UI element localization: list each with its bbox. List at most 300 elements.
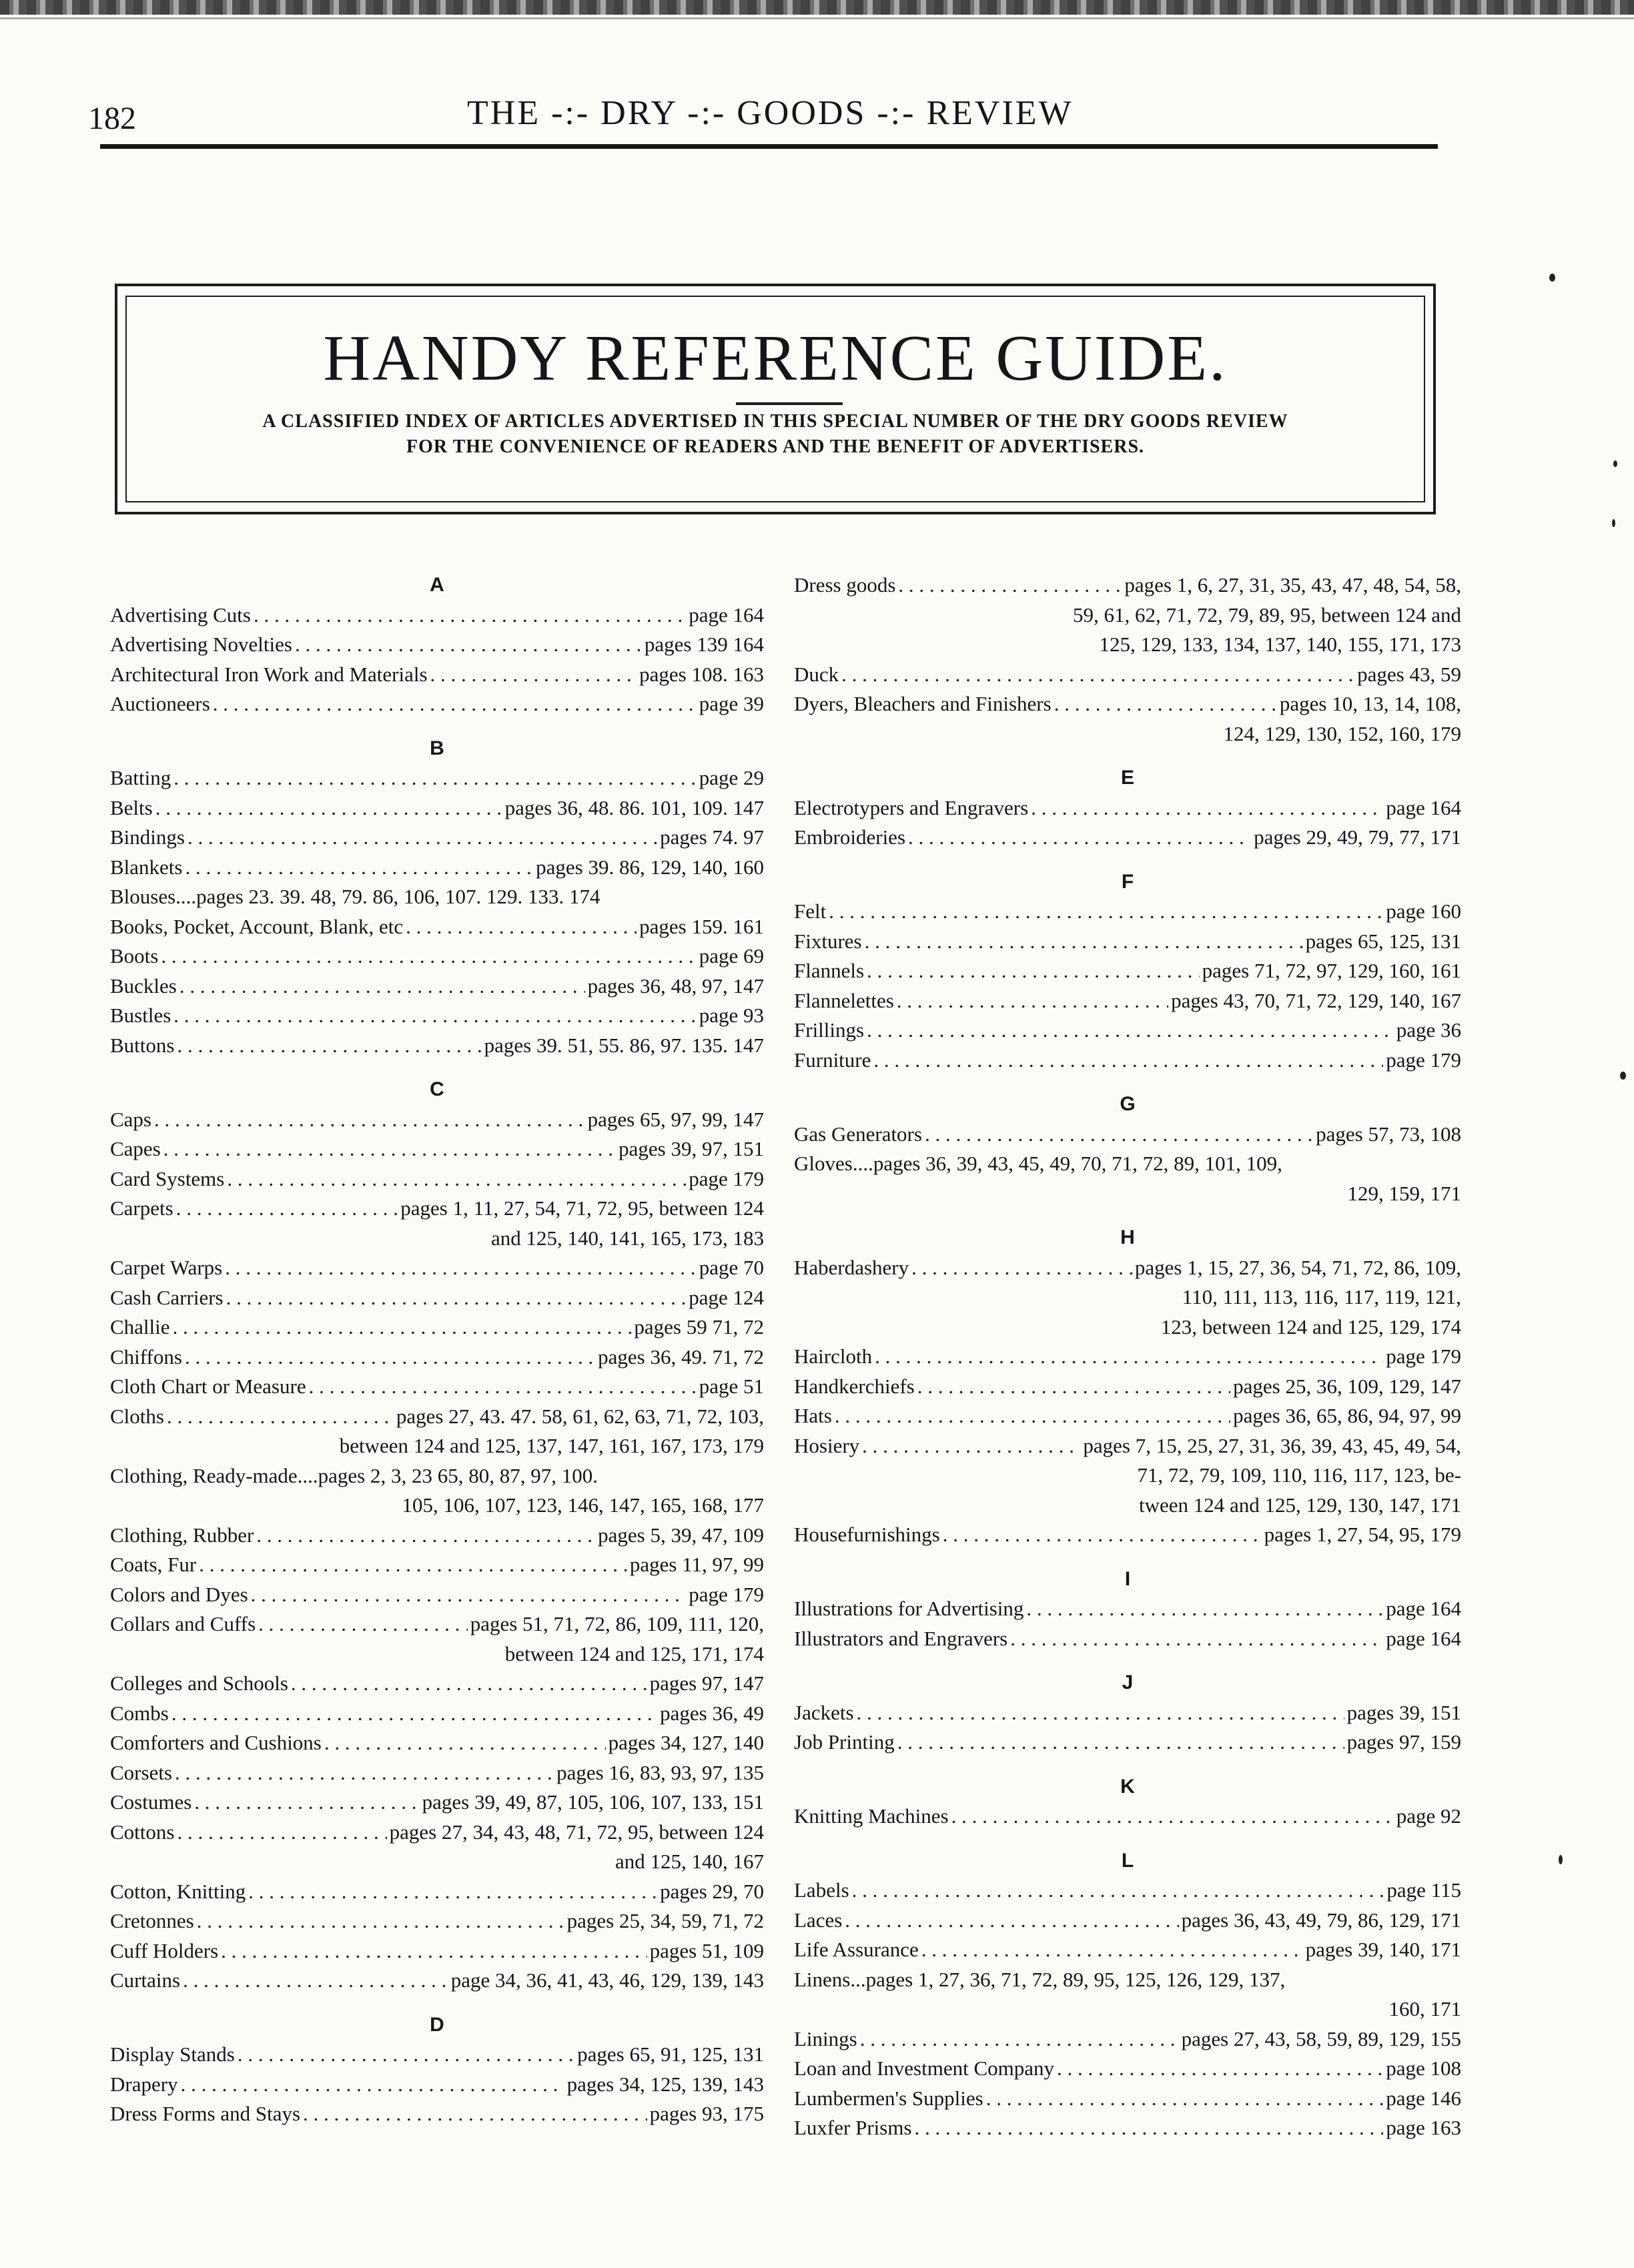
entry-name: Embroideries bbox=[794, 825, 906, 849]
section-gap bbox=[794, 1075, 1461, 1090]
entry-page-ref: page 36 bbox=[1396, 1018, 1461, 1042]
entry-page-ref: page 163 bbox=[1386, 2116, 1461, 2139]
index-entry bbox=[794, 1624, 1461, 1654]
entry-name: Card Systems bbox=[110, 1166, 225, 1190]
entry-page-ref: pages 1, 6, 27, 31, 35, 43, 47, 48, 54, 58, bbox=[1124, 573, 1461, 597]
entry-name: Cretonnes bbox=[110, 1909, 194, 1932]
header-rule bbox=[100, 144, 1438, 149]
entry-page-ref: pages 34, 127, 140 bbox=[608, 1731, 764, 1754]
index-entry-line bbox=[110, 1818, 764, 1848]
index-entry-line bbox=[794, 956, 1461, 986]
dot-leader bbox=[155, 793, 502, 823]
entry-page-ref: page 164 bbox=[1386, 1626, 1461, 1650]
entry-name: Dress Forms and Stays bbox=[110, 2102, 301, 2125]
index-entry bbox=[110, 1343, 764, 1373]
section-letter-d: D bbox=[430, 2013, 444, 2036]
index-entry bbox=[794, 660, 1461, 690]
entry-page-ref: pages 1, 11, 27, 54, 71, 72, 95, between 124 bbox=[400, 1196, 764, 1220]
dot-leader bbox=[915, 2113, 1384, 2143]
entry-page-ref: page 108 bbox=[1386, 2056, 1461, 2080]
dot-leader bbox=[181, 2070, 564, 2100]
scan-edge-artifact bbox=[0, 0, 1634, 15]
entry-name: Bindings bbox=[110, 825, 185, 849]
section-letter-e: E bbox=[1120, 767, 1134, 789]
entry-name: Corsets bbox=[110, 1760, 172, 1784]
entry-continuation: 124, 129, 130, 152, 160, 179 bbox=[1223, 721, 1461, 745]
dot-leader bbox=[862, 1431, 1080, 1461]
entry-page-ref: pages 27, 43. 47. 58, 61, 62, 63, 71, 72, 103, bbox=[396, 1404, 764, 1428]
index-entry-line bbox=[110, 1461, 764, 1491]
section-gap bbox=[110, 1996, 764, 2010]
index-entry bbox=[110, 1461, 764, 1521]
entry-page-ref: pages 36, 48. 86. 101, 109. 147 bbox=[504, 795, 764, 819]
index-entry bbox=[110, 1699, 764, 1729]
entry-page-ref: pages 39, 97, 151 bbox=[619, 1137, 764, 1160]
section-gap bbox=[794, 1832, 1461, 1846]
index-entry bbox=[794, 2113, 1461, 2143]
entry-page-ref: pages 57, 73, 108 bbox=[1316, 1122, 1461, 1146]
index-entry bbox=[794, 1698, 1461, 1728]
entry-page-ref: pages 108. 163 bbox=[639, 662, 764, 686]
dot-leader bbox=[213, 689, 697, 719]
entry-page-ref: page 115 bbox=[1386, 1878, 1461, 1902]
dot-leader bbox=[161, 941, 696, 972]
entry-name: Illustrators and Engravers bbox=[794, 1626, 1008, 1650]
dot-leader bbox=[406, 912, 637, 942]
entry-continuation: 105, 106, 107, 123, 146, 147, 165, 168, 177 bbox=[402, 1493, 764, 1517]
index-entry bbox=[110, 2040, 764, 2070]
index-entry-line bbox=[794, 2084, 1461, 2114]
index-entry bbox=[110, 689, 764, 719]
entry-continuation: 125, 129, 133, 134, 137, 140, 155, 171, 173 bbox=[1099, 633, 1461, 656]
entry-page-ref: pages 71, 72, 97, 129, 160, 161 bbox=[1202, 959, 1461, 982]
entry-page-ref: pages 36, 48, 97, 147 bbox=[587, 974, 764, 998]
index-entry-line bbox=[794, 1520, 1461, 1550]
entry-name: Bustles bbox=[110, 1004, 171, 1027]
index-entry-line bbox=[794, 823, 1461, 853]
entry-name: Belts bbox=[110, 795, 153, 819]
guide-subtitle bbox=[115, 409, 1436, 460]
entry-name: Cuff Holders bbox=[110, 1938, 219, 1962]
entry-name: Linens...pages 1, 27, 36, 71, 72, 89, 95, 125, 126, 129, 137, bbox=[794, 1967, 1286, 1991]
index-entry-line bbox=[110, 1758, 764, 1788]
section-letter-h: H bbox=[1120, 1226, 1135, 1248]
dot-leader bbox=[867, 1016, 1394, 1046]
dot-leader bbox=[291, 1669, 647, 1699]
dot-leader bbox=[251, 1580, 687, 1610]
index-entry bbox=[794, 689, 1461, 749]
index-entry-line bbox=[110, 1001, 764, 1031]
section-gap bbox=[794, 1208, 1461, 1223]
dot-leader bbox=[179, 972, 585, 1002]
index-entry bbox=[110, 1936, 764, 1966]
index-entry bbox=[110, 1253, 764, 1283]
entry-page-ref: pages 25, 36, 109, 129, 147 bbox=[1233, 1374, 1461, 1398]
index-entry bbox=[794, 927, 1461, 957]
entry-name: Job Printing bbox=[794, 1730, 895, 1754]
index-entry-line bbox=[794, 2054, 1461, 2084]
entry-page-ref: pages 36, 49 bbox=[660, 1701, 764, 1725]
entry-continuation: 129, 159, 171 bbox=[1347, 1181, 1461, 1205]
index-entry-line bbox=[794, 1431, 1461, 1461]
dot-leader bbox=[183, 1966, 448, 1996]
index-entry-line bbox=[110, 1253, 764, 1283]
title-underline bbox=[736, 402, 843, 405]
dot-leader bbox=[908, 823, 1251, 853]
dot-leader bbox=[248, 1877, 657, 1907]
entry-name: Carpet Warps bbox=[110, 1256, 223, 1279]
dot-leader bbox=[199, 1550, 627, 1580]
entry-page-ref: pages 65, 97, 99, 147 bbox=[587, 1107, 764, 1131]
index-entry-line bbox=[110, 1164, 764, 1194]
index-entry bbox=[110, 1818, 764, 1877]
entry-page-ref: page 34, 36, 41, 43, 46, 129, 139, 143 bbox=[450, 1968, 764, 1992]
scan-speck bbox=[1612, 519, 1615, 527]
entry-name: Comforters and Cushions bbox=[110, 1731, 322, 1754]
entry-name: Labels bbox=[794, 1878, 849, 1902]
dot-leader bbox=[171, 1699, 657, 1729]
index-entry-line bbox=[110, 882, 764, 912]
index-entry bbox=[110, 882, 764, 912]
dot-leader bbox=[986, 2084, 1384, 2114]
entry-page-ref: pages 139 164 bbox=[644, 633, 764, 656]
dot-leader bbox=[303, 2099, 647, 2129]
entry-name: Duck bbox=[794, 662, 839, 686]
section-gap bbox=[794, 1653, 1461, 1668]
index-entry-line bbox=[794, 1401, 1461, 1431]
dot-leader bbox=[852, 1876, 1384, 1906]
entry-name: Hats bbox=[794, 1404, 832, 1427]
index-entry-line bbox=[110, 1343, 764, 1373]
index-entry bbox=[110, 853, 764, 883]
section-gap bbox=[794, 853, 1461, 867]
index-entry bbox=[794, 1372, 1461, 1402]
index-entry bbox=[794, 956, 1461, 986]
section-gap bbox=[794, 1550, 1461, 1565]
index-entry bbox=[794, 1046, 1461, 1076]
scan-speck bbox=[1613, 460, 1617, 467]
entry-name: Gloves....pages 36, 39, 43, 45, 49, 70, 71, 72, 89, 101, 109, bbox=[794, 1152, 1282, 1175]
entry-page-ref: page 124 bbox=[689, 1285, 764, 1309]
index-entry-line bbox=[110, 1550, 764, 1580]
entry-name: Furniture bbox=[794, 1048, 871, 1072]
entry-page-ref: pages 5, 39, 47, 109 bbox=[598, 1523, 764, 1547]
dot-leader bbox=[221, 1936, 647, 1966]
entry-name: Fixtures bbox=[794, 929, 862, 953]
entry-name: Dress goods bbox=[794, 573, 896, 597]
entry-page-ref: pages 39, 140, 171 bbox=[1305, 1938, 1461, 1961]
index-entry-line bbox=[110, 1728, 764, 1758]
entry-name: Advertising Novelties bbox=[110, 633, 292, 656]
dot-leader bbox=[163, 1134, 616, 1164]
entry-page-ref: pages 34, 125, 139, 143 bbox=[566, 2072, 764, 2096]
entry-name: Auctioneers bbox=[110, 692, 210, 715]
index-entry bbox=[794, 1253, 1461, 1343]
index-entry bbox=[110, 1550, 764, 1580]
index-entry-line bbox=[110, 1105, 764, 1135]
dot-leader bbox=[154, 1105, 585, 1135]
dot-leader bbox=[835, 1401, 1230, 1431]
entry-name: Cash Carriers bbox=[110, 1285, 224, 1309]
entry-name: Felt bbox=[794, 899, 827, 923]
entry-page-ref: pages 39, 49, 87, 105, 106, 107, 133, 151 bbox=[422, 1790, 764, 1814]
index-entry bbox=[110, 601, 764, 631]
index-entry bbox=[110, 1966, 764, 1996]
entry-page-ref: pages 39. 51, 55. 86, 97. 135. 147 bbox=[484, 1033, 764, 1057]
index-entry bbox=[110, 2099, 764, 2129]
index-entry bbox=[794, 2054, 1461, 2084]
running-title: THE -:- DRY -:- GOODS -:- REVIEW bbox=[467, 94, 1074, 132]
entry-name: Drapery bbox=[110, 2072, 178, 2096]
dot-leader bbox=[187, 823, 657, 853]
index-entry-line bbox=[794, 1149, 1461, 1179]
entry-name: Flannels bbox=[794, 959, 865, 982]
index-entry-line bbox=[794, 2024, 1461, 2054]
index-entry-line bbox=[110, 689, 764, 719]
entry-page-ref: pages 39. 86, 129, 140, 160 bbox=[536, 855, 764, 879]
index-entry bbox=[794, 1120, 1461, 1150]
dot-leader bbox=[917, 1372, 1230, 1402]
index-entry bbox=[794, 1728, 1461, 1758]
dot-leader bbox=[258, 1609, 468, 1639]
entry-name: Batting bbox=[110, 766, 171, 789]
page-number: 182 bbox=[88, 101, 136, 136]
index-entry bbox=[110, 2070, 764, 2100]
index-entry-line bbox=[110, 1877, 764, 1907]
entry-name: Colors and Dyes bbox=[110, 1582, 248, 1606]
entry-name: Frillings bbox=[794, 1018, 865, 1042]
entry-continuation: between 124 and 125, 171, 174 bbox=[504, 1641, 764, 1665]
entry-page-ref: page 146 bbox=[1386, 2086, 1461, 2110]
index-entry-line bbox=[794, 689, 1461, 719]
entry-page-ref: page 93 bbox=[699, 1004, 764, 1027]
entry-page-ref: pages 36, 43, 49, 79, 86, 129, 171 bbox=[1181, 1908, 1461, 1932]
entry-page-ref: pages 27, 34, 43, 48, 71, 72, 95, between 124 bbox=[389, 1820, 764, 1844]
index-entry-line bbox=[110, 1580, 764, 1610]
index-entry-line bbox=[794, 793, 1461, 823]
index-entry-line bbox=[110, 1609, 764, 1639]
entry-name: Blouses....pages 23. 39. 48, 79. 86, 106, 107. 129. 133. 174 bbox=[110, 885, 600, 908]
entry-name: Buttons bbox=[110, 1033, 175, 1057]
index-entry-line bbox=[794, 660, 1461, 690]
dot-leader bbox=[921, 1935, 1303, 1965]
entry-page-ref: page 29 bbox=[699, 766, 764, 789]
section-letter-c: C bbox=[430, 1078, 444, 1100]
index-entry bbox=[110, 1906, 764, 1936]
index-entry bbox=[794, 571, 1461, 660]
index-entry-line bbox=[794, 1016, 1461, 1046]
index-entry bbox=[794, 1401, 1461, 1431]
entry-continuation: 160, 171 bbox=[1388, 1997, 1461, 2020]
index-entry-line bbox=[794, 1935, 1461, 1965]
entry-page-ref: pages 36, 49. 71, 72 bbox=[598, 1345, 764, 1369]
index-entry bbox=[794, 1016, 1461, 1046]
dot-leader bbox=[860, 2024, 1179, 2054]
entry-name: Cloth Chart or Measure bbox=[110, 1375, 306, 1398]
entry-name: Chiffons bbox=[110, 1345, 182, 1369]
index-entry bbox=[794, 897, 1461, 927]
entry-page-ref: pages 36, 65, 86, 94, 97, 99 bbox=[1233, 1404, 1461, 1427]
entry-page-ref: pages 97, 159 bbox=[1346, 1730, 1461, 1754]
dot-leader bbox=[177, 1818, 386, 1848]
index-entry bbox=[110, 1312, 764, 1343]
entry-continuation: and 125, 140, 141, 165, 173, 183 bbox=[490, 1226, 764, 1250]
index-entry-line bbox=[794, 1906, 1461, 1936]
entry-name: Cloths bbox=[110, 1404, 164, 1428]
entry-name: Cotton, Knitting bbox=[110, 1879, 246, 1903]
entry-page-ref: pages 51, 109 bbox=[649, 1938, 764, 1962]
index-entry bbox=[110, 1669, 764, 1699]
entry-page-ref: pages 65, 91, 125, 131 bbox=[577, 2042, 764, 2066]
section-gap bbox=[794, 1758, 1461, 1772]
entry-name: Flannelettes bbox=[794, 988, 894, 1012]
index-entry bbox=[794, 1876, 1461, 1906]
entry-name: Lumbermen's Supplies bbox=[794, 2086, 983, 2110]
entry-page-ref: page 164 bbox=[689, 603, 764, 627]
dot-leader bbox=[430, 660, 637, 690]
entry-name: Illustrations for Advertising bbox=[794, 1597, 1024, 1620]
section-letter-l: L bbox=[1121, 1849, 1134, 1872]
dot-leader bbox=[238, 2040, 574, 2070]
index-entry-line bbox=[110, 1936, 764, 1966]
index-entry bbox=[110, 972, 764, 1002]
entry-page-ref: pages 43, 70, 71, 72, 129, 140, 167 bbox=[1171, 988, 1461, 1012]
index-entry-line bbox=[110, 1372, 764, 1402]
index-entry-line bbox=[110, 1699, 764, 1729]
index-entry bbox=[110, 1402, 764, 1461]
entry-name: Cottons bbox=[110, 1820, 175, 1844]
index-entry bbox=[110, 1105, 764, 1135]
entry-page-ref: pages 159. 161 bbox=[639, 914, 764, 938]
dot-leader bbox=[197, 1906, 564, 1936]
entry-page-ref: page 179 bbox=[689, 1166, 764, 1190]
dot-leader bbox=[1026, 1594, 1383, 1624]
section-gap bbox=[110, 719, 764, 734]
index-entry bbox=[110, 1877, 764, 1907]
entry-page-ref: page 179 bbox=[1386, 1345, 1461, 1368]
dot-leader bbox=[175, 1758, 554, 1788]
entry-name: Luxfer Prisms bbox=[794, 2116, 912, 2139]
entry-page-ref: page 160 bbox=[1386, 899, 1461, 923]
scan-speck bbox=[1549, 274, 1555, 282]
section-letter-j: J bbox=[1122, 1671, 1134, 1693]
index-entry bbox=[110, 1609, 764, 1669]
index-entry bbox=[110, 630, 764, 660]
entry-page-ref: page 179 bbox=[689, 1582, 764, 1606]
index-entry-line bbox=[794, 897, 1461, 927]
index-entry bbox=[110, 793, 764, 823]
dot-leader bbox=[227, 1164, 686, 1194]
section-gap bbox=[110, 1060, 764, 1075]
dot-leader bbox=[225, 1253, 696, 1283]
dot-leader bbox=[829, 897, 1383, 927]
index-entry-line bbox=[110, 823, 764, 853]
entry-page-ref: page 70 bbox=[699, 1256, 764, 1279]
index-entry bbox=[110, 1194, 764, 1253]
index-entry bbox=[110, 1788, 764, 1818]
dot-leader bbox=[309, 1372, 697, 1402]
entry-page-ref: page 39 bbox=[699, 692, 764, 715]
dot-leader bbox=[1010, 1624, 1383, 1654]
entry-name: Capes bbox=[110, 1137, 161, 1160]
entry-name: Electrotypers and Engravers bbox=[794, 795, 1029, 819]
entry-page-ref: pages 97, 147 bbox=[649, 1671, 764, 1695]
index-entry bbox=[110, 823, 764, 853]
index-entry-line bbox=[794, 1876, 1461, 1906]
section-letter-f: F bbox=[1121, 870, 1134, 893]
dot-leader bbox=[254, 601, 686, 631]
entry-name: Blankets bbox=[110, 855, 183, 879]
index-entry-line bbox=[110, 1402, 764, 1432]
dot-leader bbox=[1031, 793, 1383, 823]
dot-leader bbox=[295, 630, 642, 660]
section-letter-b: B bbox=[430, 737, 444, 759]
section-gap bbox=[794, 749, 1461, 763]
entry-page-ref: page 92 bbox=[1396, 1804, 1461, 1828]
index-entry-line bbox=[794, 1728, 1461, 1758]
dot-leader bbox=[167, 1402, 394, 1432]
entry-name: Collars and Cuffs bbox=[110, 1612, 256, 1635]
section-letter-g: G bbox=[1120, 1093, 1136, 1115]
index-entry-line bbox=[794, 1594, 1461, 1624]
index-entry-line bbox=[110, 2099, 764, 2129]
entry-name: Clothing, Ready-made....pages 2, 3, 23 65, 80, 87, 97, 100. bbox=[110, 1463, 598, 1487]
entry-page-ref: pages 27, 43, 58, 59, 89, 129, 155 bbox=[1181, 2026, 1461, 2050]
entry-page-ref: page 69 bbox=[699, 944, 764, 968]
index-entry-line bbox=[110, 1134, 764, 1164]
index-entry bbox=[794, 1935, 1461, 1965]
dot-leader bbox=[943, 1520, 1262, 1550]
index-entry-line bbox=[110, 1312, 764, 1343]
section-letter-k: K bbox=[1120, 1775, 1135, 1798]
entry-page-ref: pages 11, 97, 99 bbox=[629, 1553, 764, 1576]
entry-page-ref: pages 29, 49, 79, 77, 171 bbox=[1254, 825, 1461, 849]
entry-name: Boots bbox=[110, 944, 159, 968]
index-entry-line bbox=[794, 1624, 1461, 1654]
entry-continuation: tween 124 and 125, 129, 130, 147, 171 bbox=[1138, 1493, 1461, 1517]
entry-name: Coats, Fur bbox=[110, 1553, 197, 1576]
entry-continuation: 123, between 124 and 125, 129, 174 bbox=[1160, 1314, 1461, 1339]
dot-leader bbox=[845, 1906, 1178, 1936]
index-entry bbox=[110, 1134, 764, 1164]
dot-leader bbox=[897, 986, 1168, 1016]
entry-continuation: and 125, 140, 167 bbox=[615, 1850, 764, 1873]
entry-page-ref: page 164 bbox=[1386, 1597, 1461, 1620]
entry-continuation: 59, 61, 62, 71, 72, 79, 89, 95, between 124 and bbox=[1072, 603, 1461, 627]
index-entry-line bbox=[110, 1906, 764, 1936]
subtitle-line-1: A CLASSIFIED INDEX OF ARTICLES ADVERTISED IN THIS SPECIAL NUMBER OF THE DRY GOODS REVIEW bbox=[262, 411, 1288, 432]
entry-name: Handkerchiefs bbox=[794, 1374, 915, 1398]
index-entry-line bbox=[110, 1031, 764, 1061]
index-entry bbox=[110, 1758, 764, 1788]
index-entry-line bbox=[110, 1966, 764, 1996]
dot-leader bbox=[841, 660, 1354, 690]
entry-name: Architectural Iron Work and Materials bbox=[110, 662, 428, 686]
guide-title: HANDY REFERENCE GUIDE. bbox=[323, 322, 1228, 394]
index-entry-line bbox=[794, 1698, 1461, 1728]
entry-name: Carpets bbox=[110, 1196, 173, 1220]
entry-continuation: 71, 72, 79, 109, 110, 116, 117, 123, be- bbox=[1137, 1463, 1461, 1487]
entry-continuation: between 124 and 125, 137, 147, 161, 167, 173, 179 bbox=[339, 1434, 764, 1457]
entry-name: Curtains bbox=[110, 1968, 181, 1992]
index-entry bbox=[110, 1031, 764, 1061]
index-entry bbox=[110, 941, 764, 972]
dot-leader bbox=[857, 1698, 1344, 1728]
entry-name: Buckles bbox=[110, 974, 177, 998]
scan-speck bbox=[1620, 1072, 1626, 1080]
index-entry-line bbox=[110, 972, 764, 1002]
dot-leader bbox=[173, 1001, 696, 1031]
